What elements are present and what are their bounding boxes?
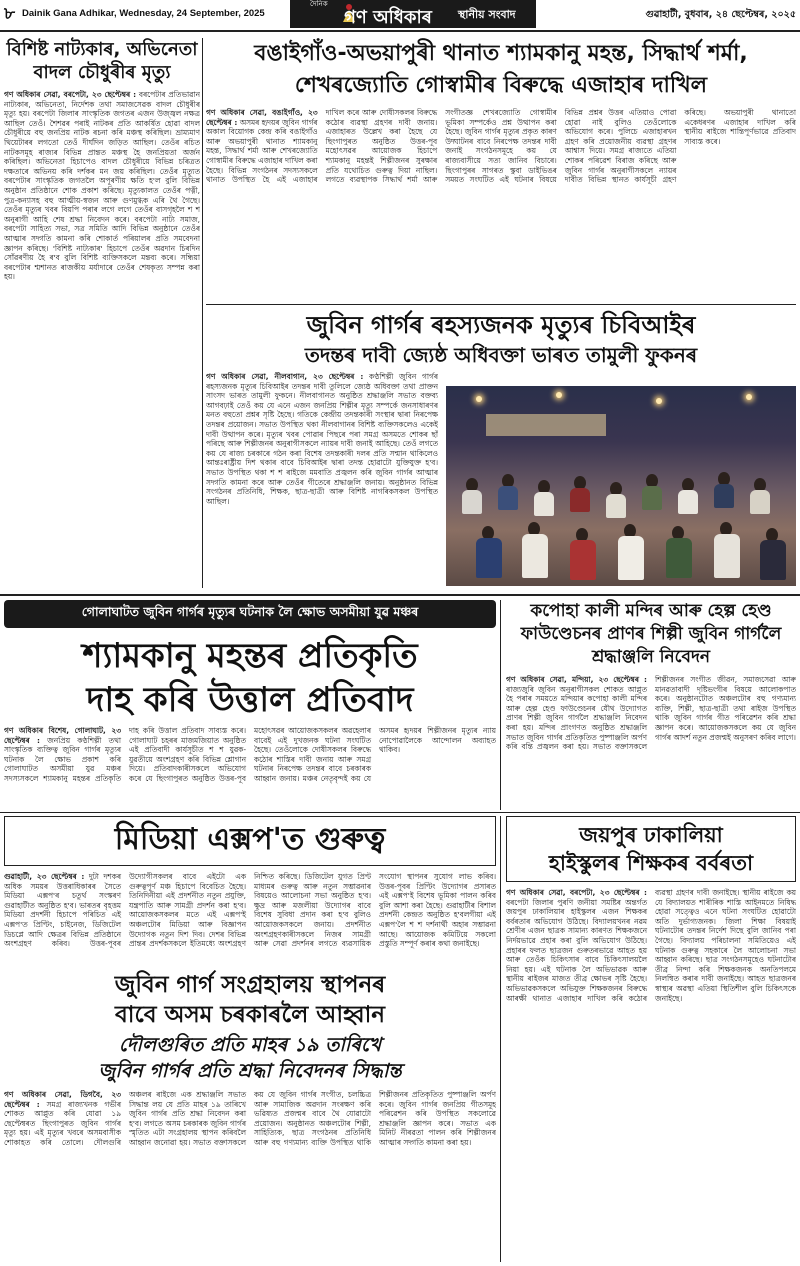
obit-dateline: গণ অধিকাৰ সেৱা, বৰপেটা, ২৩ ছেপ্টেম্বৰ : [4, 90, 137, 99]
museum-headline-2: বাবে অসম চৰকাৰলৈ আহ্বান [115, 1002, 385, 1028]
effigy-dateline: গণ অধিকাৰ বিশেষ, গোলাঘাট, ২৩ ছেপ্টেম্বৰ : [4, 726, 121, 745]
logo [290, 0, 536, 28]
effigy-kicker: গোলাঘাটত জুবিন গাৰ্গৰ মৃত্যুৰ ঘটনাক লৈ ক্ষোভ অসমীয়া যুৱ মঞ্চৰ [4, 600, 496, 628]
teacher-dateline: গণ অধিকাৰ সেৱা, বৰপেটা, ২৩ ছেপ্টেম্বৰ : [506, 888, 647, 897]
column-divider-mid [500, 600, 501, 810]
kapoha-text: ৰাজ্যজুৰি জুবিন অনুৰাগীসকল শোকত আপ্লুত হৈ পৰাৰ সময়তে মন্দিয়াৰ কপোহা কালী মন্দিৰ আৰু হেল্প হেণ্ড ফাউণ্ডেচনৰ যৌথ উদ্যোগত প্ৰাণৰ শিল্পী জুবিন গাৰ্গলৈ শ্ৰদ্ধাঞ্জলি নিবেদন কৰা হয়। মন্দিৰ প্ৰাংগণত অনুষ্ঠিত শ্ৰদ্ধাঞ্জলি সভাত জুবিন গাৰ্গৰ প্ৰতিকৃতিত পুষ্পাঞ্জলি অৰ্পণ কৰি বন্তি প্ৰজ্বলন কৰা হয়। সভাত বক্তাসকলে শিল্পীজনৰ সংগীত জীৱন, সমাজসেৱা আৰু মানৱতাবাদী দৃষ্টিভংগীৰ বিষয়ে আলোকপাত কৰে। অনুষ্ঠানটোত অঞ্চলটোৰ বহু গণ্যমান্য ব্যক্তি, শিল্পী, ছাত্ৰ-ছাত্ৰী তথা ৰাইজ উপস্থিত থাকি জুবিন গাৰ্গৰ গীত পৰিৱেশন কৰি শ্ৰদ্ধা জ্ঞাপন কৰে। আয়োজকসকলে কয় যে জুবিন গাৰ্গৰ আদৰ্শ নতুন প্ৰজন্মই অনুসৰণ কৰিব লাগে। [506, 675, 796, 752]
effigy-headline-1: শ্যামকানু মহন্তৰ প্ৰতিকৃতি [82, 636, 418, 676]
teacher-headline-1: জয়পুৰ ঢাকালিয়া [579, 823, 723, 847]
obit-body [4, 90, 200, 560]
column-divider-left [202, 38, 203, 588]
teacher-body [506, 888, 796, 1258]
kapoha-body [506, 675, 796, 787]
photo-banner [486, 414, 606, 436]
museum-body [4, 1090, 496, 1260]
museum-headline-1: জুবিন গাৰ্গ সংগ্ৰহালয় স্থাপনৰ [114, 972, 386, 998]
media-dateline: গুৱাহাটী, ২৩ ছেপ্টেম্বৰ : [4, 872, 85, 881]
museum-subhead-1: দৌলগুৰিত প্ৰতি মাহৰ ১৯ তাৰিখে [118, 1034, 382, 1056]
ejahar-dateline: গণ অধিকাৰ সেৱা, বঙাইগাঁও, ২৩ ছেপ্টেম্বৰ : [206, 108, 318, 127]
cbi-text: কণ্ঠশিল্পী জুবিন গাৰ্গৰ ৰহস্যজনক মৃত্যুৰ চিবিআইৰ তদন্তৰ দাবী তুলিলে জ্যেষ্ঠ অধিবক্তা তথা প্ৰাক্তন সাংসদ ভাৰত তামুলী ফুকনে। নীলবাগানত অনুষ্ঠিত শ্ৰদ্ধাঞ্জলি সভাত বক্তব্য আগবঢ়াই তেওঁ কয় যে এনে এজন জনপ্ৰিয় শিল্পীৰ মৃত্যু সম্পৰ্কে জনসাধাৰণৰ মনত বহুতো প্ৰশ্নৰ সৃষ্টি হৈছে। গতিকে কেন্দ্ৰীয় তদন্তকাৰী সংস্থাৰ দ্বাৰা নিৰপেক্ষ তদন্তৰ প্ৰয়োজন। সভাত উপস্থিত থকা নীলবাগানৰ বিশিষ্ট ব্যক্তিসকলেও একেই দাবী উত্থাপন কৰে। মৃত্যুৰ খবৰ পোৱাৰ পিছৰে পৰা সমগ্ৰ অসমতে শোকৰ ছাঁ পৰিছে আৰু শিল্পীজনৰ অনুৰাগীসকলে ন্যায়ৰ দাবী জনাই আহিছে। তেওঁ লগতে কয় যে ৰাজ্য চৰকাৰে গঠন কৰা বিশেষ তদন্তকাৰী দলৰ প্ৰতি সন্মান থাকিলেও আন্তঃৰাষ্ট্ৰীয় দিশ থকাৰ বাবে চিবিআইৰ দ্বাৰা তদন্ত হোৱাটো যুক্তিযুক্ত হ'ব। সভাত উপস্থিত থকা শ শ ৰাইজে মমবাতি প্ৰজ্বলন কৰি জুবিন গাৰ্গৰ আত্মাৰ সদ্গতি কামনা কৰে আৰু তেওঁৰ গীতেৰে শ্ৰদ্ধাঞ্জলি জনায়। অনুষ্ঠানত বিভিন্ন সংগঠনৰ প্ৰতিনিধি, শিক্ষক, ছাত্ৰ-ছাত্ৰী আৰু বিশিষ্ট নাগৰিকসকল উপস্থিত আছিল। [206, 372, 438, 506]
logo-text: গণ অধিকাৰ [344, 7, 432, 28]
media-headline-box [4, 816, 496, 866]
crowd-photo [446, 386, 796, 586]
cbi-headline-1: জুবিন গাৰ্গৰ ৰহস্যজনক মৃত্যুৰ চিবিআইৰ [306, 311, 696, 339]
section-label: স্থানীয় সংবাদ [458, 8, 516, 21]
museum-dateline: গণ অধিকাৰ সেৱা, ডিগবৈ, ২৩ ছেপ্টেম্বৰ : [4, 1090, 121, 1109]
media-body [4, 872, 496, 966]
ejahar-body [206, 108, 796, 282]
museum-subhead-2: জুবিন গাৰ্গৰ প্ৰতি শ্ৰদ্ধা নিবেদনৰ সিদ্ধান্ত [98, 1060, 402, 1082]
column-divider-bottom [500, 816, 501, 1262]
date-local: গুৱাহাটী, বুধবাৰ, ২৪ ছেপ্টেম্বৰ, ২০২৫ [645, 9, 796, 20]
logo-small: দৈনিক [310, 0, 328, 8]
rule-mid [0, 812, 800, 813]
date-line: Dainik Gana Adhikar, Wednesday, 24 September, 2025 [22, 8, 265, 19]
effigy-headline-2: দাহ কৰি উত্তাল প্ৰতিবাদ [86, 680, 414, 720]
teacher-text: বৰপেটা জিলাৰ পুৰণি জনীয়া সমষ্টিৰ অন্তৰ্গত জয়পুৰ ঢাকালিয়াৰ হাইস্কুলৰ এজন শিক্ষকৰ বৰ্বৰতাৰ অভিযোগ উঠিছে। বিদ্যালয়খনৰ নৱম শ্ৰেণীৰ এজন ছাত্ৰক সামান্য কাৰণত শিক্ষকজনে নিৰ্দয়ভাৱে প্ৰহাৰ কৰা বুলি অভিযোগ উঠিছে। প্ৰহাৰৰ ফলত ছাত্ৰজন গুৰুতৰভাৱে আহত হয় আৰু তেওঁক চিকিৎসাৰ বাবে চিকিৎসালয়লৈ নিয়া হয়। এই ঘটনাক লৈ অভিভাৱক আৰু স্থানীয় ৰাইজৰ মাজত তীব্ৰ ক্ষোভৰ সৃষ্টি হৈছে। অভিভাৱকসকলে অভিযুক্ত শিক্ষকজনৰ বিৰুদ্ধে আৰক্ষী থানাত এজাহাৰ দাখিল কৰি কঠোৰ ব্যৱস্থা গ্ৰহণৰ দাবী জনাইছে। স্থানীয় ৰাইজে কয় যে বিদ্যালয়ত শাৰীৰিক শাস্তি আইনমতে নিষিদ্ধ হোৱা সত্ত্বেও এনে ঘটনা সংঘটিত হোৱাটো অতি দুৰ্ভাগ্যজনক। জিলা শিক্ষা বিষয়াই ঘটনাটোৰ তদন্তৰ নিৰ্দেশ দিছে বুলি জানিব পৰা গৈছে। বিদ্যালয় পৰিচালনা সমিতিয়েও এই ঘটনাক গুৰুত্ব সহকাৰে লৈ আলোচনা সভা আহ্বান কৰিছে। ছাত্ৰ সংগঠনসমূহেও ঘটনাটোৰ তীব্ৰ নিন্দা কৰি শিক্ষকজনক অনতিপলমে নিলম্বিত কৰাৰ দাবী জনাইছে। আহত ছাত্ৰজনৰ স্বাস্থ্যৰ অৱস্থা এতিয়া স্থিতিশীল বুলি চিকিৎসকে জনাইছে। [506, 888, 796, 1003]
masthead [0, 0, 800, 30]
rule-main [0, 594, 800, 596]
teacher-headline-box [506, 816, 796, 882]
ejahar-text: অসমৰ হৃদয়ৰ জুবিন গাৰ্গৰ অকাল বিয়োগক কেন্দ্ৰ কৰি বঙাইগাঁও আৰু অভয়াপুৰী থানাত শ্যামকানু মহন্ত, সিদ্ধাৰ্থ শৰ্মা আৰু শেখৰজ্যোতি গোস্বামীৰ বিৰুদ্ধে এজাহাৰ দাখিল কৰা হৈছে। বিভিন্ন সংগঠনৰ সদস্যসকলে থানাত উপস্থিত হৈ এই এজাহাৰ দাখিল কৰে আৰু দোষীসকলৰ বিৰুদ্ধে কঠোৰ ব্যৱস্থা গ্ৰহণৰ দাবী জনায়। এজাহাৰত উল্লেখ কৰা হৈছে যে ছিংগাপুৰত অনুষ্ঠিত উত্তৰ-পূব মহোৎসৱৰ আয়োজক হিচাপে শ্যামকানু মহন্তই শিল্পীজনৰ সুৰক্ষাৰ প্ৰতি যথোচিত গুৰুত্ব দিয়া নাছিল। লগতে ব্যৱস্থাপক সিদ্ধাৰ্থ শৰ্মা আৰু সংগীতজ্ঞ শেখৰজ্যোতি গোস্বামীৰ ভূমিকা সম্পৰ্কেও প্ৰশ্ন উত্থাপন কৰা হৈছে। জুবিন গাৰ্গৰ মৃত্যুৰ প্ৰকৃত কাৰণ উদ্ঘাটনৰ বাবে নিৰপেক্ষ তদন্তৰ দাবী জনাই সংগঠনসমূহে কয় যে ৰাজ্যবাসীয়ে সত্য জানিব বিচাৰে। ছিংগাপুৰৰ সাগৰত স্কুবা ডাইভিঙৰ সময়ত সংঘটিত এই ঘটনাৰ বিষয়ে বিভিন্ন প্ৰশ্নৰ উত্তৰ এতিয়াও পোৱা হোৱা নাই বুলিও তেওঁলোকে অভিযোগ কৰে। পুলিচে এজাহাৰখন গ্ৰহণ কৰি প্ৰয়োজনীয় ব্যৱস্থা গ্ৰহণৰ আশ্বাস দিয়ে। সমগ্ৰ ৰাজ্যতে এতিয়া শোকৰ পৰিৱেশ বিৰাজ কৰিছে আৰু জুবিন গাৰ্গৰ অনুৰাগীসকলে ন্যায়ৰ দাবীত বিভিন্ন স্থানত কাৰ্যসূচী গ্ৰহণ কৰিছে। অভয়াপুৰী থানাতো একেধৰণৰ এজাহাৰ দাখিল কৰি স্থানীয় ৰাইজে শান্তিপূৰ্ণভাৱে প্ৰতিবাদ সাব্যস্ত কৰে। [206, 108, 796, 185]
cbi-headline-2: তদন্তৰ দাবী জ্যেষ্ঠ অধিবক্তা ভাৰত তামুলী ফুকনৰ [304, 343, 698, 367]
teacher-headline-2: হাইস্কুলৰ শিক্ষকৰ বৰ্বৰতা [548, 851, 754, 875]
media-headline: মিডিয়া এক্সপ'ত গুৰুত্ব [114, 822, 386, 857]
cbi-body [206, 372, 438, 592]
stage-light [476, 396, 482, 402]
cbi-dateline: গণ অধিকাৰ সেৱা, নীলবাগান, ২৩ ছেপ্টেম্বৰ : [206, 372, 364, 381]
kapoha-headline: কপোহা কালী মন্দিৰ আৰু হেল্প হেণ্ড ফাউণ্ডেচনৰ প্ৰাণৰ শিল্পী জুবিন গাৰ্গলৈ শ্ৰদ্ধাঞ্জলি নিবেদন [520, 601, 782, 667]
stage-light [556, 392, 562, 398]
effigy-text: জনপ্ৰিয় কণ্ঠশিল্পী তথা সাংস্কৃতিক ব্যক্তিত্ব জুবিন গাৰ্গৰ মৃত্যুৰ ঘটনাক লৈ ক্ষোভ প্ৰকাশ কৰি গোলাঘাটত অসমীয়া যুৱ মঞ্চৰ সদস্যসকলে শ্যামকানু মহন্তৰ প্ৰতিকৃতি দাহ কৰি উত্তাল প্ৰতিবাদ সাব্যস্ত কৰে। গোলাঘাট চহৰৰ মাজমজিয়াত অনুষ্ঠিত এই প্ৰতিবাদী কাৰ্যসূচীত শ শ যুৱক-যুৱতীয়ে অংশগ্ৰহণ কৰি বিভিন্ন শ্লোগান দিয়ে। প্ৰতিবাদকাৰীসকলে অভিযোগ কৰে যে ছিংগাপুৰত অনুষ্ঠিত উত্তৰ-পূব মহোৎসৱৰ আয়োজকসকলৰ অৱহেলাৰ বাবেই এই দুখজনক ঘটনা সংঘটিত হৈছে। তেওঁলোকে দোষীসকলৰ বিৰুদ্ধে কঠোৰ শাস্তিৰ দাবী জনায় আৰু সমগ্ৰ ঘটনাৰ নিৰপেক্ষ তদন্তৰ বাবে চৰকাৰক আহ্বান জনায়। মঞ্চৰ নেতৃবৃন্দই কয় যে অসমৰ হৃদয়ৰ শিল্পীজনৰ মৃত্যুৰ ন্যায় নোপোৱালৈকে আন্দোলন অব্যাহত থাকিব। [4, 726, 496, 783]
ejahar-headline: বঙাইগাঁও-অভয়াপুৰী থানাত শ্যামকানু মহন্ত, সিদ্ধাৰ্থ শৰ্মা, শেখৰজ্যোতি গোস্বামীৰ বিৰুদ্ধে এজাহাৰ দাখিল [254, 41, 748, 98]
museum-text: সমগ্ৰ ৰাজ্যখনক গভীৰ শোকত আপ্লুত কৰি যোৱা ১৯ ছেপ্টেম্বৰত ছিংগাপুৰত জুবিন গাৰ্গৰ মৃত্যু হয়। এই মৃত্যুৰ খবৰে অসমবাসীক শোকাহত কৰি তোলে। দৌলগুৰি অঞ্চলৰ ৰাইজে এক শ্ৰদ্ধাঞ্জলি সভাত সিদ্ধান্ত লয় যে প্ৰতি মাহৰ ১৯ তাৰিখে জুবিন গাৰ্গৰ প্ৰতি শ্ৰদ্ধা নিবেদন কৰা হ'ব। লগতে অসম চৰকাৰক জুবিন গাৰ্গৰ স্মৃতিত এটা সংগ্ৰহালয় স্থাপন কৰিবলৈ আহ্বান জনোৱা হয়। সভাত বক্তাসকলে কয় যে জুবিন গাৰ্গৰ সংগীত, চলচ্চিত্ৰ আৰু সামাজিক অৱদান সংৰক্ষণ কৰি ভৱিষ্যত প্ৰজন্মৰ বাবে থৈ যোৱাটো প্ৰয়োজন। অনুষ্ঠানত অঞ্চলটোৰ শিল্পী, সাহিত্যিক, ছাত্ৰ সংগঠনৰ প্ৰতিনিধি আৰু বহু গণ্যমান্য ব্যক্তি উপস্থিত থাকি শিল্পীজনৰ প্ৰতিকৃতিত পুষ্পাঞ্জলি অৰ্পণ কৰে। জুবিন গাৰ্গৰ জনপ্ৰিয় গীতসমূহ পৰিৱেশন কৰি উপস্থিত সকলোৱে শ্ৰদ্ধাঞ্জলি জ্ঞাপন কৰে। সভাত এক মিনিট নীৰৱতা পালন কৰি শিল্পীজনৰ আত্মাৰ সদ্গতি কামনা কৰা হয়। [4, 1090, 496, 1147]
teacher-story [506, 816, 796, 1262]
effigy-body [4, 726, 496, 802]
masthead-rule [0, 30, 800, 32]
obit-text: বৰপেটাৰ প্ৰতিভাৱান নাট্যকাৰ, অভিনেতা, নিৰ্দেশক তথা সমাজসেৱক বাদল চৌধুৰীৰ মৃত্যু হয়। বৰপেটা জিলাৰ সাংস্কৃতিক জগতৰ এজন উজ্জ্বল নক্ষত্ৰ আছিল তেওঁ। শৈশৱৰ পৰাই নাটকৰ প্ৰতি আকৰ্ষিত হোৱা বাদল চৌধুৰীয়ে বহু জনপ্ৰিয় নাটক ৰচনা কৰি মঞ্চস্থ কৰিছিল। ভ্ৰাম্যমাণ থিয়েটাৰৰ লগতো তেওঁ দীৰ্ঘদিন জড়িত আছিল। তেওঁৰ ৰচিত নাটকসমূহ ৰাজ্যৰ বিভিন্ন প্ৰান্তত মঞ্চস্থ হৈ জনপ্ৰিয়তা অৰ্জন কৰিছিল। অভিনেতা হিচাপেও বাদল চৌধুৰীয়ে বিভিন্ন চৰিত্ৰত দক্ষতাৰে অভিনয় কৰি দৰ্শকৰ মন জয় কৰিছিল। তেওঁৰ মৃত্যুত বৰপেটাৰ সাংস্কৃতিক জগতলৈ অপূৰণীয় ক্ষতি হ'ল বুলি বিভিন্ন অনুষ্ঠান প্ৰতিষ্ঠানে শোক প্ৰকাশ কৰিছে। মৃত্যুকালত তেওঁৰ পত্নী, পুত্ৰ-কন্যাসহ বহু আত্মীয়-স্বজন আৰু গুণমুগ্ধক এৰি থৈ গৈছে। তেওঁৰ মৃত্যুৰ খবৰ বিয়পি পৰাৰ লগে লগে তেওঁৰ বাসগৃহলৈ শ শ অনুৰাগী আহি শেষ শ্ৰদ্ধা নিবেদন কৰে। বৰপেটা নাট্য সমাজ, বৰপেটা সাহিত্য সভা, সত্ৰ সমিতি আদি বিভিন্ন অনুষ্ঠানে তেওঁৰ আত্মাৰ সদ্গতি কামনা কৰি শোকাৰ্ত পৰিয়ালৰ প্ৰতি সমবেদনা জ্ঞাপন কৰিছে। 'বিশিষ্ট নাট্যকাৰ' হিচাপে তেওঁৰ অৱদান চিৰদিন সোঁৱৰণীয় হৈ ৰ'ব বুলি বিশিষ্ট ব্যক্তিসকলে মন্তব্য কৰে। সন্ধিয়া বৰপেটাৰ শ্মশানত ৰাজকীয় মৰ্যাদাৰে তেওঁৰ শেষকৃত্য সম্পন্ন কৰা হয়। [4, 90, 200, 282]
obit-story [4, 38, 200, 594]
page-number: ৮ [4, 4, 16, 24]
stage-light [746, 394, 752, 400]
kapoha-dateline: গণ অধিকাৰ সেৱা, মন্দিয়া, ২৩ ছেপ্টেম্বৰ : [506, 675, 647, 684]
media-text: দুটা দশকৰ অধিক সময়ৰ উত্তৰাধিকাৰৰ সৈতে মিডিয়া এক্সপ'ৰ চতুৰ্থ সংস্কৰণ গুৱাহাটীত অনুষ্ঠিত হ'ব। ভাৰতৰ বৃহত্তম মিডিয়া প্ৰদৰ্শনী হিচাপে পৰিচিত এই এক্সপ'ত প্ৰিণ্টিং, চাইনেজ, ডিজিটেল ডিচপ্লে আদি ক্ষেত্ৰৰ বিভিন্ন প্ৰতিষ্ঠানে অংশগ্ৰহণ কৰিব। উত্তৰ-পূবৰ উদ্যোগীসকলৰ বাবে এইটো এক গুৰুত্বপূৰ্ণ মঞ্চ হিচাপে বিবেচিত হৈছে। তিনিদিনীয়া এই প্ৰদৰ্শনীত নতুন প্ৰযুক্তি, যন্ত্ৰপাতি আৰু সামগ্ৰী প্ৰদৰ্শন কৰা হ'ব। আয়োজকসকলৰ মতে এই এক্সপ'ই অঞ্চলটোৰ মিডিয়া আৰু বিজ্ঞাপন উদ্যোগক নতুন দিশ দিব। দেশৰ বিভিন্ন প্ৰান্তৰ প্ৰদৰ্শকসকলে ইতিমধ্যে অংশগ্ৰহণ নিশ্চিত কৰিছে। ডিজিটেল যুগত প্ৰিণ্ট মাধ্যমৰ গুৰুত্ব আৰু নতুন সম্ভাৱনাৰ বিষয়েও আলোচনা সভা অনুষ্ঠিত হ'ব। ক্ষুদ্ৰ আৰু মজলীয়া উদ্যোগৰ বাবে বিশেষ সুবিধা প্ৰদান কৰা হ'ব বুলিও আয়োজকসকলে জনায়। প্ৰদৰ্শনীত অংশগ্ৰহণকাৰীসকলে নিজৰ সামগ্ৰী আৰু সেৱা প্ৰদৰ্শনৰ লগতে ব্যৱসায়িক সংযোগ স্থাপনৰ সুযোগ লাভ কৰিব। উত্তৰ-পূবৰ প্ৰিণ্টিং উদ্যোগৰ প্ৰসাৰত এই এক্সপ'ই বিশেষ ভূমিকা পালন কৰিব বুলি আশা কৰা হৈছে। গুৱাহাটীৰ বিশাল প্ৰদৰ্শনী কেন্দ্ৰত অনুষ্ঠিত হ'বলগীয়া এই এক্সপ'লৈ শ শ দৰ্শনাৰ্থী অহাৰ সম্ভাৱনা আছে। আয়োজক কমিটিয়ে সকলো প্ৰস্তুতি সম্পূৰ্ণ কৰাৰ কথা জনাইছে। [4, 872, 496, 949]
effigy-story [4, 600, 496, 808]
cbi-story [206, 310, 796, 594]
rule-ejahar [206, 304, 796, 305]
stage-light [656, 398, 662, 404]
ejahar-story [206, 38, 796, 300]
museum-story [4, 970, 496, 1262]
kapoha-story [506, 600, 796, 810]
obit-headline: বিশিষ্ট নাট্যকাৰ, অভিনেতা বাদল চৌধুৰীৰ মৃত্যু [6, 39, 198, 83]
